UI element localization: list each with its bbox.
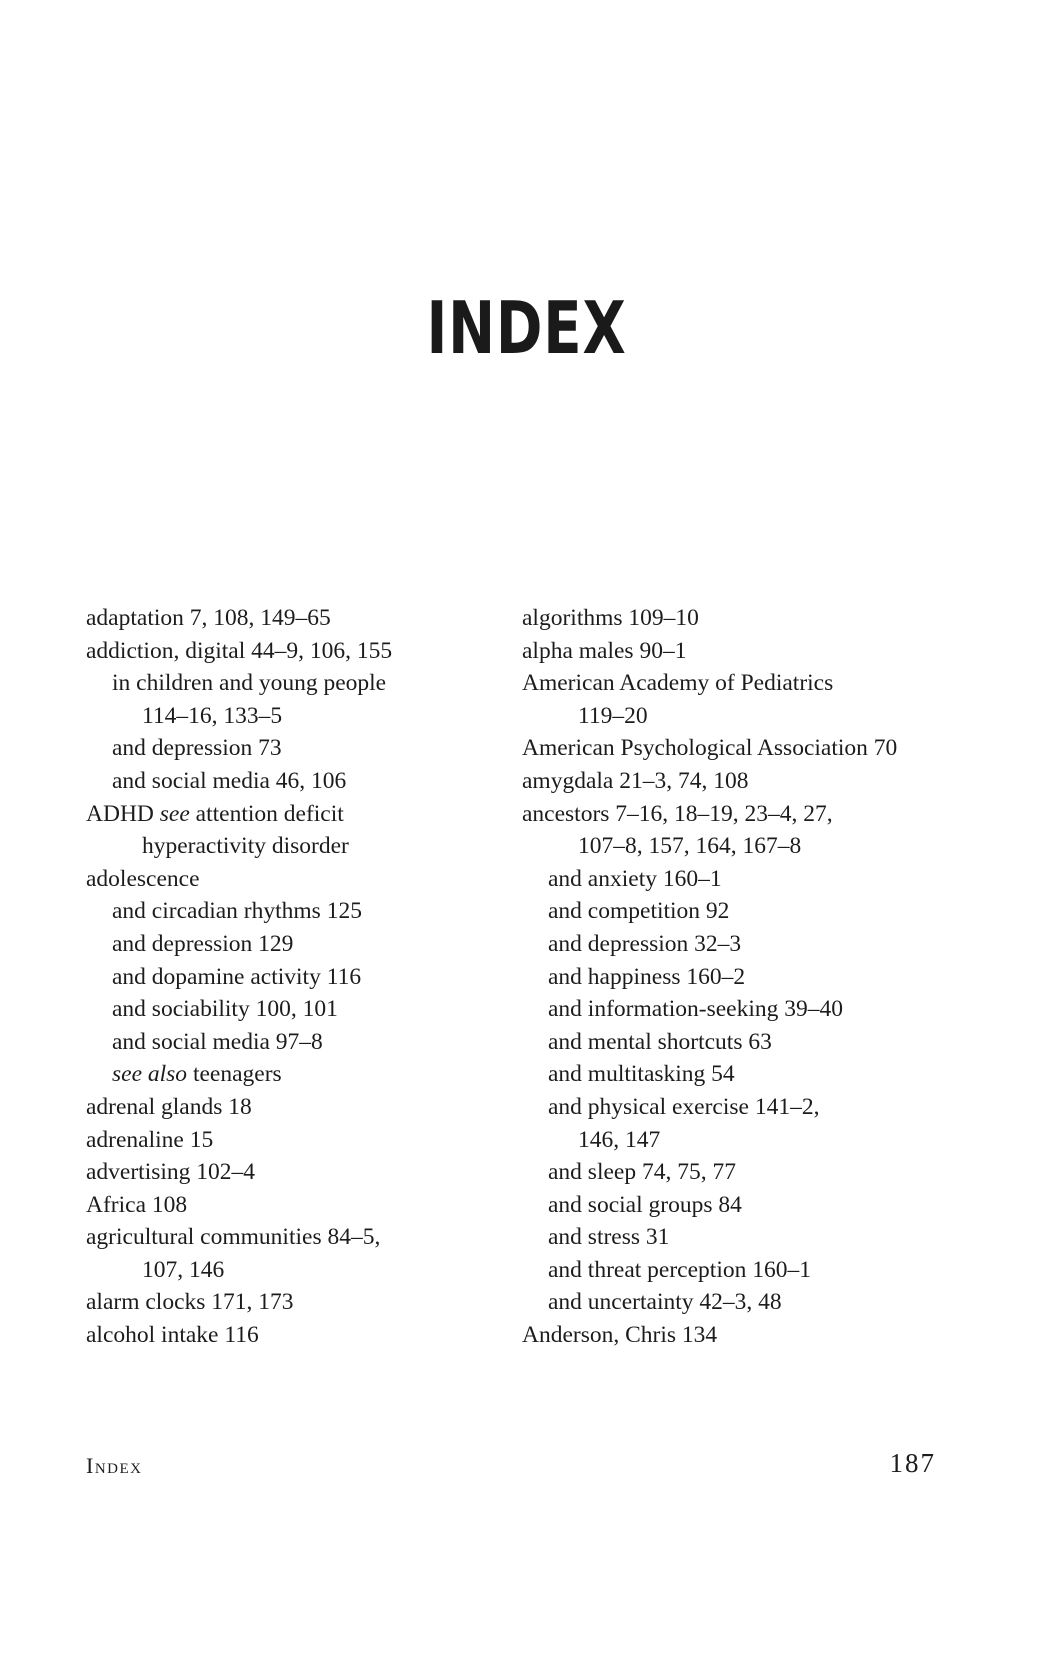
index-entry-text: alcohol intake 116	[86, 1322, 259, 1349]
index-entry-text: American Psychological Association 70	[522, 735, 898, 762]
index-entry-text: and dopamine activity 116	[112, 963, 362, 990]
index-entry	[86, 602, 496, 635]
index-entry-text: and sociability 100, 101	[112, 996, 338, 1023]
index-entry	[522, 798, 962, 831]
cross-reference-marker: see	[159, 800, 190, 827]
index-entry	[522, 1254, 962, 1287]
index-entry	[86, 798, 496, 831]
index-entry-text: and information-seeking 39–40	[548, 996, 843, 1023]
index-entry	[522, 1026, 962, 1059]
index-entry-text: adaptation 7, 108, 149–65	[86, 605, 331, 631]
index-entry-text: and stress 31	[548, 1224, 670, 1251]
index-entry	[86, 1058, 496, 1091]
index-entry	[522, 1156, 962, 1189]
index-entry	[86, 830, 496, 863]
index-entry-text: alpha males 90–1	[522, 637, 687, 664]
index-entry	[86, 1156, 496, 1189]
index-entry-text: American Academy of Pediatrics	[522, 670, 834, 697]
index-entry-text: algorithms 109–10	[522, 605, 699, 631]
index-entry	[522, 1058, 962, 1091]
index-entry-text: 146, 147	[578, 1126, 661, 1153]
index-entry-text: adolescence	[86, 865, 200, 892]
page-title: INDEX	[426, 286, 627, 370]
index-entry	[86, 700, 496, 733]
index-entry-text: and happiness 160–2	[548, 963, 746, 990]
index-column-left	[86, 602, 496, 1352]
index-entry-text: 107–8, 157, 164, 167–8	[578, 833, 802, 860]
index-entry-text: Africa 108	[86, 1191, 188, 1218]
index-entry-text: and social groups 84	[548, 1191, 742, 1218]
index-entry-text: alarm clocks 171, 173	[86, 1289, 294, 1316]
index-entry	[86, 667, 496, 700]
index-entry-text: 107, 146	[142, 1256, 225, 1283]
page-number: 187	[889, 1448, 936, 1478]
index-entry-text: in children and young people	[112, 670, 387, 697]
index-entry	[522, 1124, 962, 1157]
index-entry	[522, 700, 962, 733]
index-entry-text: and sleep 74, 75, 77	[548, 1159, 736, 1186]
index-entry	[522, 635, 962, 668]
index-entry	[86, 1221, 496, 1254]
index-entry	[86, 1286, 496, 1319]
index-entry-text: Anderson, Chris 134	[522, 1322, 718, 1349]
index-entry	[86, 635, 496, 668]
index-entry	[86, 1254, 496, 1287]
index-entry-text: adrenaline 15	[86, 1126, 214, 1153]
index-entry	[86, 765, 496, 798]
cross-reference-target: attention deficit	[195, 800, 344, 827]
index-entry	[522, 602, 962, 635]
index-entry-text: and depression 129	[112, 930, 294, 957]
index-entry-text: and multitasking 54	[548, 1061, 735, 1088]
index-entry-text: and social media 46, 106	[112, 767, 347, 794]
index-entry	[86, 1319, 496, 1352]
index-entry-text: adrenal glands 18	[86, 1093, 252, 1120]
index-entry-text: and competition 92	[548, 898, 730, 925]
index-entry-text: and circadian rhythms 125	[112, 898, 362, 925]
cross-reference-target: teenagers	[192, 1061, 282, 1088]
index-entry	[522, 863, 962, 896]
index-entry-text: hyperactivity disorder	[142, 833, 349, 860]
index-entry-text: advertising 102–4	[86, 1159, 256, 1186]
index-entry-text: and physical exercise 141–2,	[548, 1093, 820, 1120]
index-entry	[86, 1091, 496, 1124]
index-entry	[86, 895, 496, 928]
index-entry	[522, 961, 962, 994]
index-entry-text: and threat perception 160–1	[548, 1256, 811, 1283]
index-entry-text: and depression 73	[112, 735, 282, 762]
index-entry	[522, 1091, 962, 1124]
index-entry-text: ADHD	[86, 800, 154, 827]
index-entry-text: addiction, digital 44–9, 106, 155	[86, 637, 393, 664]
index-entry-text: and depression 32–3	[548, 930, 742, 957]
index-entry-text: 119–20	[578, 702, 648, 729]
index-entry	[522, 765, 962, 798]
index-entry	[86, 732, 496, 765]
running-head: Index	[86, 1453, 143, 1478]
index-entry	[522, 928, 962, 961]
index-entry	[522, 993, 962, 1026]
index-entry-text: and social media 97–8	[112, 1028, 323, 1055]
index-entry	[86, 1124, 496, 1157]
index-entry	[522, 732, 962, 765]
index-entry	[522, 1319, 962, 1352]
index-entry	[86, 863, 496, 896]
index-entry	[522, 667, 962, 700]
index-entry-text: and anxiety 160–1	[548, 865, 722, 892]
index-entry	[522, 1221, 962, 1254]
index-entry-text: and uncertainty 42–3, 48	[548, 1289, 782, 1316]
index-entry	[522, 1189, 962, 1222]
index-entry-text: and mental shortcuts 63	[548, 1028, 772, 1055]
index-entry	[86, 1189, 496, 1222]
index-entry-text: amygdala 21–3, 74, 108	[522, 767, 749, 794]
index-entry-text: 114–16, 133–5	[142, 702, 283, 729]
index-entry-text: agricultural communities 84–5,	[86, 1224, 381, 1251]
index-entry	[522, 895, 962, 928]
cross-reference-marker: see also	[112, 1061, 188, 1088]
index-column-right	[522, 602, 962, 1352]
index-entry	[522, 1286, 962, 1319]
index-entry	[522, 830, 962, 863]
index-entry	[86, 1026, 496, 1059]
index-entry	[86, 993, 496, 1026]
index-entry-text: ancestors 7–16, 18–19, 23–4, 27,	[522, 800, 833, 827]
index-entry	[86, 961, 496, 994]
index-entry	[86, 928, 496, 961]
